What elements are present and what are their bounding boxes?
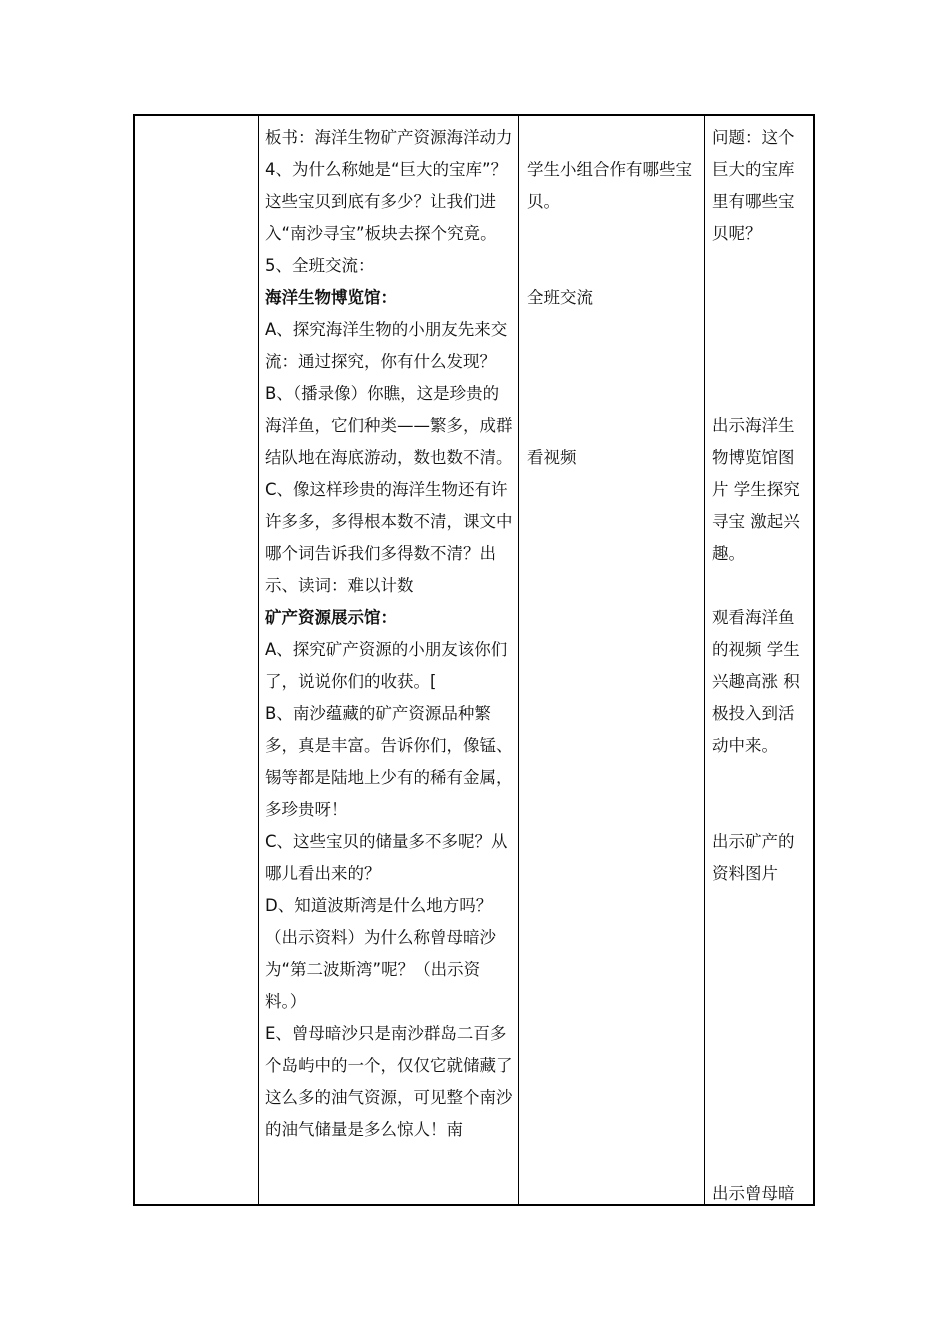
- lesson-table: [133, 114, 815, 1206]
- intent-2: 出示海洋生物博览馆图片 学生探究寻宝 激起兴趣。: [712, 416, 800, 563]
- mineral-item-e: E、曾母暗沙只是南沙群岛二百多个岛屿中的一个，仅仅它就储藏了这么多的油气资源，可见整个南沙的油气储量是多么惊人！南: [265, 1024, 513, 1139]
- board-writing: 板书：海洋生物矿产资源海洋动力: [265, 128, 513, 147]
- student-activity-2: 全班交流: [527, 288, 593, 307]
- marine-item-a: A、探究海洋生物的小朋友先来交流：通过探究，你有什么发现？: [265, 320, 508, 371]
- heading-marine-life: 海洋生物博览馆：: [265, 288, 397, 307]
- marine-item-b: B、（播录像）你瞧，这是珍贵的海洋鱼，它们种类——繁多，成群结队地在海底游动，数也数不清。: [265, 384, 513, 467]
- heading-mineral: 矿产资源展示馆：: [265, 608, 397, 627]
- column-divider: [518, 116, 519, 1204]
- student-activity-1: 学生小组合作有哪些宝贝。: [527, 160, 692, 211]
- step-5: 5、全班交流：: [265, 256, 375, 275]
- marine-item-c: C、像这样珍贵的海洋生物还有许许多多，多得根本数不清，课文中哪个词告诉我们多得数不清？出示、读词：难以计数: [265, 480, 513, 595]
- student-activity-column: [527, 122, 702, 474]
- mineral-item-d: D、知道波斯湾是什么地方吗？（出示资料）为什么称曾母暗沙为“第二波斯湾”呢？（出示资料。）: [265, 896, 496, 1011]
- intent-1: 问题：这个巨大的宝库里有哪些宝贝呢？: [712, 128, 795, 243]
- step-4: 4、为什么称她是“巨大的宝库”？这些宝贝到底有多少？让我们进入“南沙寻宝”板块去探个究竟。: [265, 160, 508, 243]
- column-divider: [704, 116, 705, 1204]
- teaching-process-column: [265, 122, 513, 1146]
- column-divider: [258, 116, 259, 1204]
- mineral-item-a: A、探究矿产资源的小朋友该你们了，说说你们的收获。[: [265, 640, 508, 691]
- intent-4: 出示矿产的资料图片: [712, 832, 795, 883]
- design-intent-column: [712, 122, 808, 1210]
- intent-5: 出示曾母暗: [712, 1184, 795, 1203]
- intent-3: 观看海洋鱼的视频 学生兴趣高涨 积极投入到活动中来。: [712, 608, 800, 755]
- mineral-item-b: B、南沙蕴藏的矿产资源品种繁多，真是丰富。告诉你们，像锰、锡等都是陆地上少有的稀有金属，多珍贵呀！: [265, 704, 513, 819]
- mineral-item-c: C、这些宝贝的储量多不多呢？从哪儿看出来的？: [265, 832, 508, 883]
- student-activity-3: 看视频: [527, 448, 577, 467]
